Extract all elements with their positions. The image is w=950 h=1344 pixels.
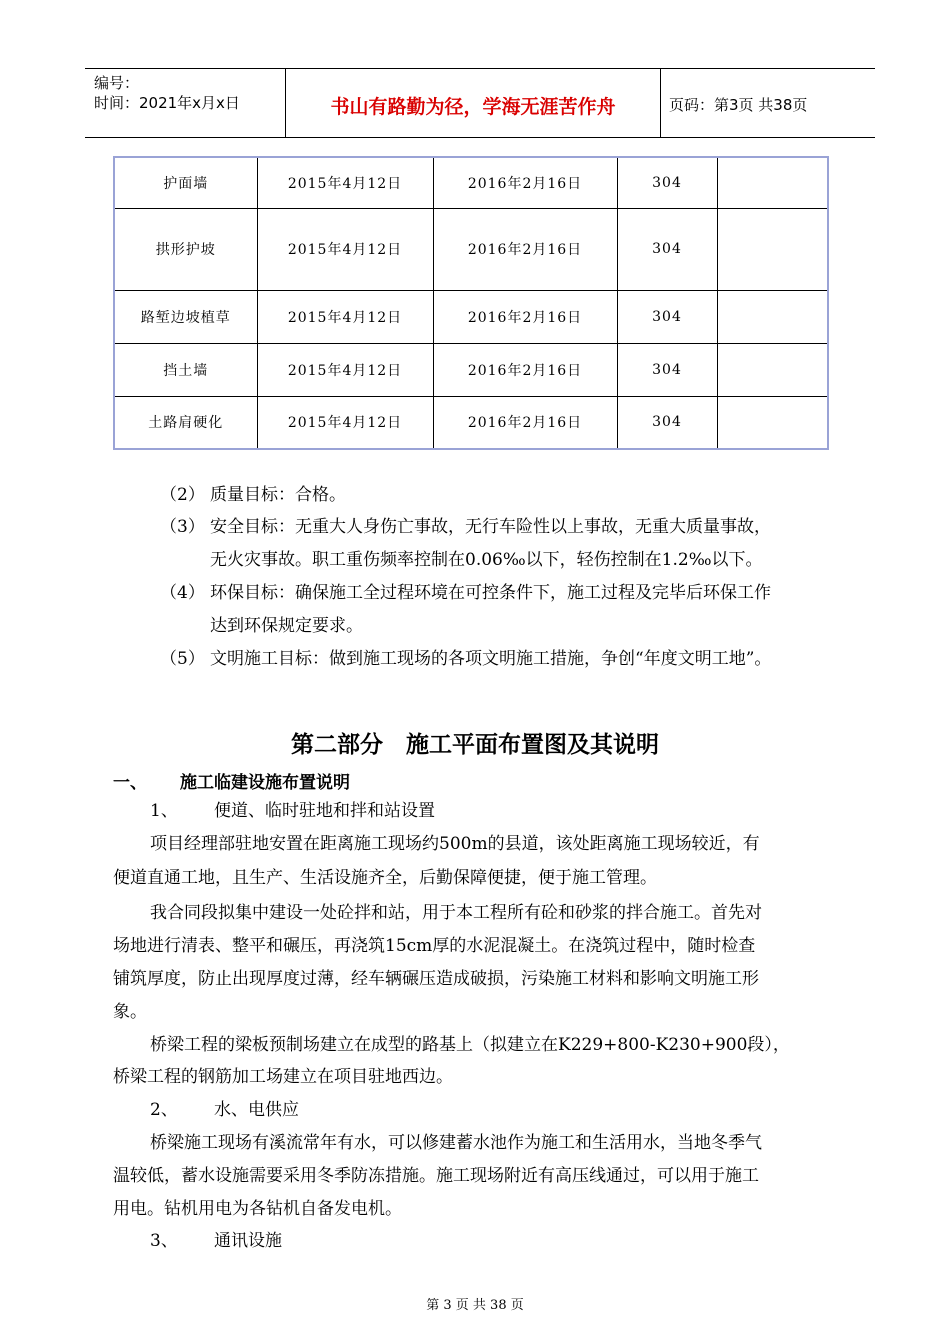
para-2-line1: 我合同段拟集中建设一处砼拌和站，用于本工程所有砼和砂浆的拌合施工。首先对	[150, 903, 762, 923]
para-4-line3: 用电。钻机用电为各钻机自备发电机。	[113, 1199, 402, 1219]
table-cell: 路堑边坡植草	[114, 290, 257, 343]
time-label: 时间：2021年x月x日	[94, 94, 240, 112]
para-1-line2: 便道直通工地，且生产、生活设施齐全，后勤保障便捷，便于施工管理。	[113, 868, 657, 888]
table-cell	[717, 290, 828, 343]
table-cell: 拱形护坡	[114, 208, 257, 290]
schedule-table	[113, 156, 829, 450]
subsection-2-title: 水、电供应	[214, 1100, 299, 1120]
goal-5-text: 文明施工目标：做到施工现场的各项文明施工措施，争创“年度文明工地”。	[210, 649, 772, 669]
table-cell: 2015年4月12日	[257, 157, 433, 208]
goal-5-number: （5）	[160, 649, 205, 669]
goal-4-number: （4）	[160, 583, 205, 603]
goal-2-number: （2）	[160, 485, 205, 505]
table-cell: 2015年4月12日	[257, 343, 433, 396]
table-cell: 2016年2月16日	[433, 290, 617, 343]
goal-2-text: 质量目标：合格。	[210, 485, 346, 505]
table-cell: 304	[617, 290, 717, 343]
table-row	[114, 290, 828, 343]
page-header	[85, 68, 875, 138]
table-cell: 2015年4月12日	[257, 290, 433, 343]
para-4-line2: 温较低，蓄水设施需要采用冬季防冻措施。施工现场附近有高压线通过，可以用于施工	[113, 1166, 759, 1186]
table-cell: 2016年2月16日	[433, 396, 617, 449]
table-cell: 挡土墙	[114, 343, 257, 396]
para-2-line4: 象。	[113, 1002, 147, 1022]
section-1-title: 施工临建设施布置说明	[180, 773, 350, 793]
table-cell	[717, 343, 828, 396]
motto: 书山有路勤为径，学海无涯苦作舟	[330, 96, 616, 118]
section-1-number: 一、	[113, 773, 147, 793]
goal-4-text-line2: 达到环保规定要求。	[210, 616, 363, 636]
table-cell: 护面墙	[114, 157, 257, 208]
table-row	[114, 396, 828, 449]
goal-3-number: （3）	[160, 517, 205, 537]
para-3-line2: 桥梁工程的钢筋加工场建立在项目驻地西边。	[113, 1067, 453, 1087]
table-cell: 2016年2月16日	[433, 343, 617, 396]
table-cell: 2015年4月12日	[257, 396, 433, 449]
subsection-3-title: 通讯设施	[214, 1231, 282, 1251]
table-cell: 2016年2月16日	[433, 208, 617, 290]
subsection-3-number: 3、	[150, 1231, 178, 1251]
page-footer: 第 3 页 共 38 页	[426, 1298, 524, 1313]
header-page-cell	[660, 69, 875, 137]
table-cell: 2015年4月12日	[257, 208, 433, 290]
table-row	[114, 343, 828, 396]
table-cell: 304	[617, 396, 717, 449]
para-2-line3: 铺筑厚度，防止出现厚度过薄，经车辆碾压造成破损，污染施工材料和影响文明施工形	[113, 969, 759, 989]
table-cell: 304	[617, 208, 717, 290]
table-cell	[717, 396, 828, 449]
table-cell	[717, 157, 828, 208]
table-cell: 土路肩硬化	[114, 396, 257, 449]
goal-4-text-line1: 环保目标：确保施工全过程环境在可控条件下，施工过程及完毕后环保工作	[210, 583, 771, 603]
number-label: 编号：	[94, 74, 140, 92]
part2-title: 第二部分 施工平面布置图及其说明	[291, 732, 659, 758]
header-meta-cell	[85, 69, 285, 137]
subsection-1-number: 1、	[150, 801, 178, 821]
para-1-line1: 项目经理部驻地安置在距离施工现场约500m的县道，该处距离施工现场较近，有	[150, 834, 760, 854]
table-row	[114, 157, 828, 208]
subsection-2-number: 2、	[150, 1100, 178, 1120]
page-label: 页码：第3页 共38页	[669, 96, 808, 114]
table-cell: 304	[617, 157, 717, 208]
goal-3-text-line2: 无火灾事故。职工重伤频率控制在0.06‰以下，轻伤控制在1.2‰以下。	[210, 550, 763, 570]
table-row	[114, 208, 828, 290]
para-4-line1: 桥梁施工现场有溪流常年有水，可以修建蓄水池作为施工和生活用水，当地冬季气	[150, 1133, 762, 1153]
para-3-line1: 桥梁工程的梁板预制场建立在成型的路基上（拟建立在K229+800-K230+900段），	[150, 1035, 790, 1055]
subsection-1-title: 便道、临时驻地和拌和站设置	[214, 801, 435, 821]
para-2-line2: 场地进行清表、整平和碾压，再浇筑15cm厚的水泥混凝土。在浇筑过程中，随时检查	[113, 936, 756, 956]
table-cell: 304	[617, 343, 717, 396]
goal-3-text-line1: 安全目标：无重大人身伤亡事故，无行车险性以上事故，无重大质量事故，	[210, 517, 771, 537]
table-cell	[717, 208, 828, 290]
table-cell: 2016年2月16日	[433, 157, 617, 208]
header-motto-cell	[285, 69, 661, 137]
